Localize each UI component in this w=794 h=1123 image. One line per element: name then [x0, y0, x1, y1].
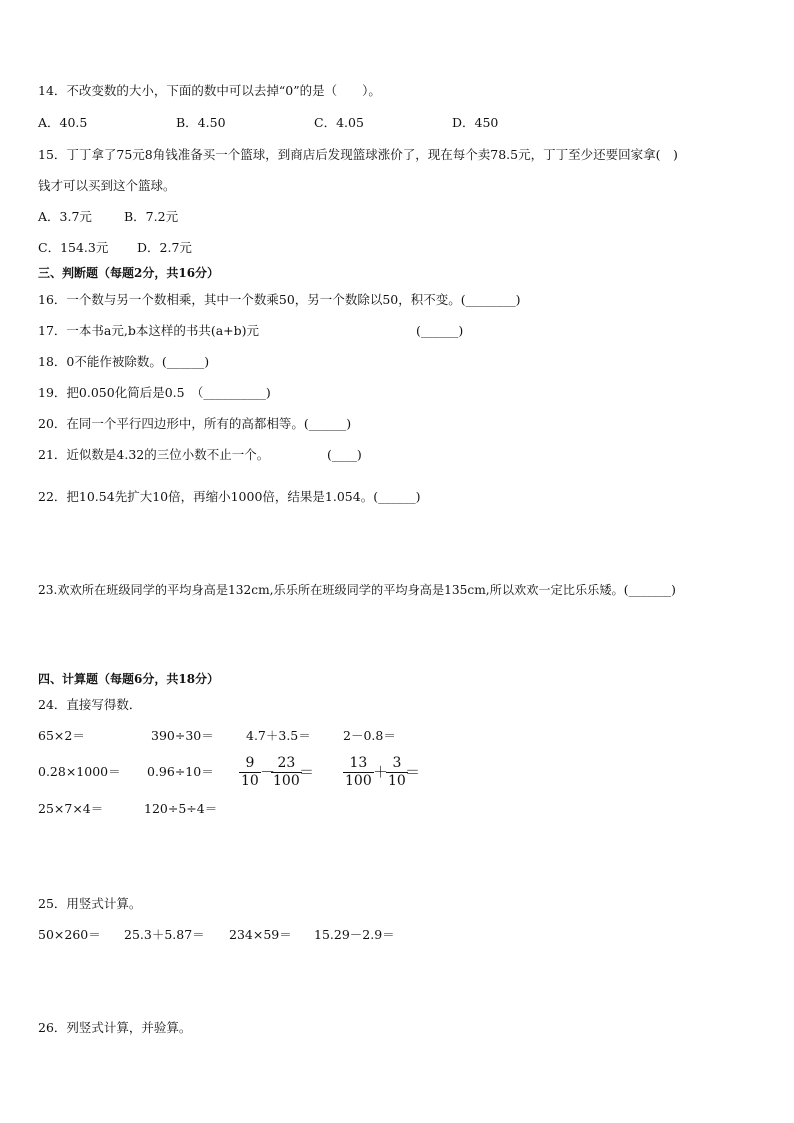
- q24-item-2: 390÷30＝: [151, 728, 214, 743]
- q25-item-2: 25.3＋5.87＝: [124, 927, 205, 942]
- q14-option-d: D．450: [452, 115, 499, 130]
- section-3-title: 三、判断题（每题2分，共16分）: [38, 266, 220, 280]
- question-24-stem: 24．直接写得数．: [38, 697, 142, 712]
- fraction-numerator: 13: [349, 755, 368, 771]
- fraction-denominator: 100: [345, 773, 372, 789]
- question-21: 21．近似数是4.32的三位小数不止一个。: [38, 447, 270, 462]
- q15-option-a: A．3.7元: [38, 209, 92, 224]
- q24-item-4: 2－0.8＝: [343, 728, 396, 743]
- question-15-stem-cont: 钱才可以买到这个篮球。: [38, 178, 176, 193]
- question-16: 16．一个数与另一个数相乘，其中一个数乘50，另一个数除以50，积不变。(________): [38, 292, 521, 307]
- question-17: 17．一本书a元,b本这样的书共(a+b)元: [38, 323, 260, 338]
- q15-option-d: D．2.7元: [137, 240, 192, 255]
- q15-option-c: C．154.3元: [38, 240, 109, 255]
- q24-item-1: 65×2＝: [38, 728, 85, 743]
- fraction-numerator: 3: [392, 755, 402, 771]
- question-25-stem: 25．用竖式计算。: [38, 896, 142, 911]
- section-4-title: 四、计算题（每题6分，共18分）: [38, 672, 220, 686]
- q24-frac2-operator: ＋: [373, 763, 389, 781]
- q24-item-8: 120÷5÷4＝: [144, 801, 218, 816]
- question-21-blank: (____): [327, 447, 362, 462]
- q24-item-3: 4.7＋3.5＝: [246, 728, 311, 743]
- fraction-denominator: 10: [388, 773, 406, 789]
- q25-item-3: 234×59＝: [229, 927, 292, 942]
- q25-item-4: 15.29－2.9＝: [314, 927, 395, 942]
- q25-item-1: 50×260＝: [38, 927, 101, 942]
- question-17-blank: (______): [416, 323, 464, 338]
- question-23: 23.欢欢所在班级同学的平均身高是132cm,乐乐所在班级同学的平均身高是135cm,所以欢欢一定比乐乐矮。(_______): [38, 583, 676, 597]
- q14-option-b: B．4.50: [176, 115, 226, 130]
- question-18: 18．0不能作被除数。(______): [38, 354, 210, 369]
- fraction-denominator: 10: [241, 773, 259, 789]
- question-15-stem: 15．丁丁拿了75元8角钱准备买一个篮球，到商店后发现篮球涨价了，现在每个卖78.5元，丁丁至少还要回家拿( ): [38, 147, 678, 162]
- q24-item-5: 0.28×1000＝: [38, 764, 121, 779]
- q24-frac1-operator: －: [260, 763, 276, 781]
- fraction-numerator: 9: [245, 755, 255, 771]
- q24-item-7: 25×7×4＝: [38, 801, 104, 816]
- q24-frac1-equals: ＝: [299, 763, 315, 781]
- fraction-numerator: 23: [277, 755, 296, 771]
- fraction-denominator: 100: [273, 773, 300, 789]
- q24-frac1-second: [271, 755, 302, 790]
- question-20: 20．在同一个平行四边形中，所有的高都相等。(______): [38, 416, 352, 431]
- q24-frac1-first: [239, 755, 261, 790]
- q24-frac2-equals: ＝: [405, 763, 421, 781]
- question-19: 19．把0.050化简后是0.5 （__________): [38, 385, 271, 400]
- question-14-stem: 14．不改变数的大小，下面的数中可以去掉“0”的是（ ）。: [38, 83, 381, 98]
- q24-item-6: 0.96÷10＝: [147, 764, 214, 779]
- q14-option-c: C．4.05: [314, 115, 364, 130]
- q24-frac2-first: [343, 755, 374, 790]
- question-26-stem: 26．列竖式计算，并验算。: [38, 1020, 192, 1035]
- q15-option-b: B．7.2元: [124, 209, 179, 224]
- q14-option-a: A．40.5: [38, 115, 88, 130]
- question-22: 22．把10.54先扩大10倍，再缩小1000倍，结果是1.054。(______): [38, 489, 421, 504]
